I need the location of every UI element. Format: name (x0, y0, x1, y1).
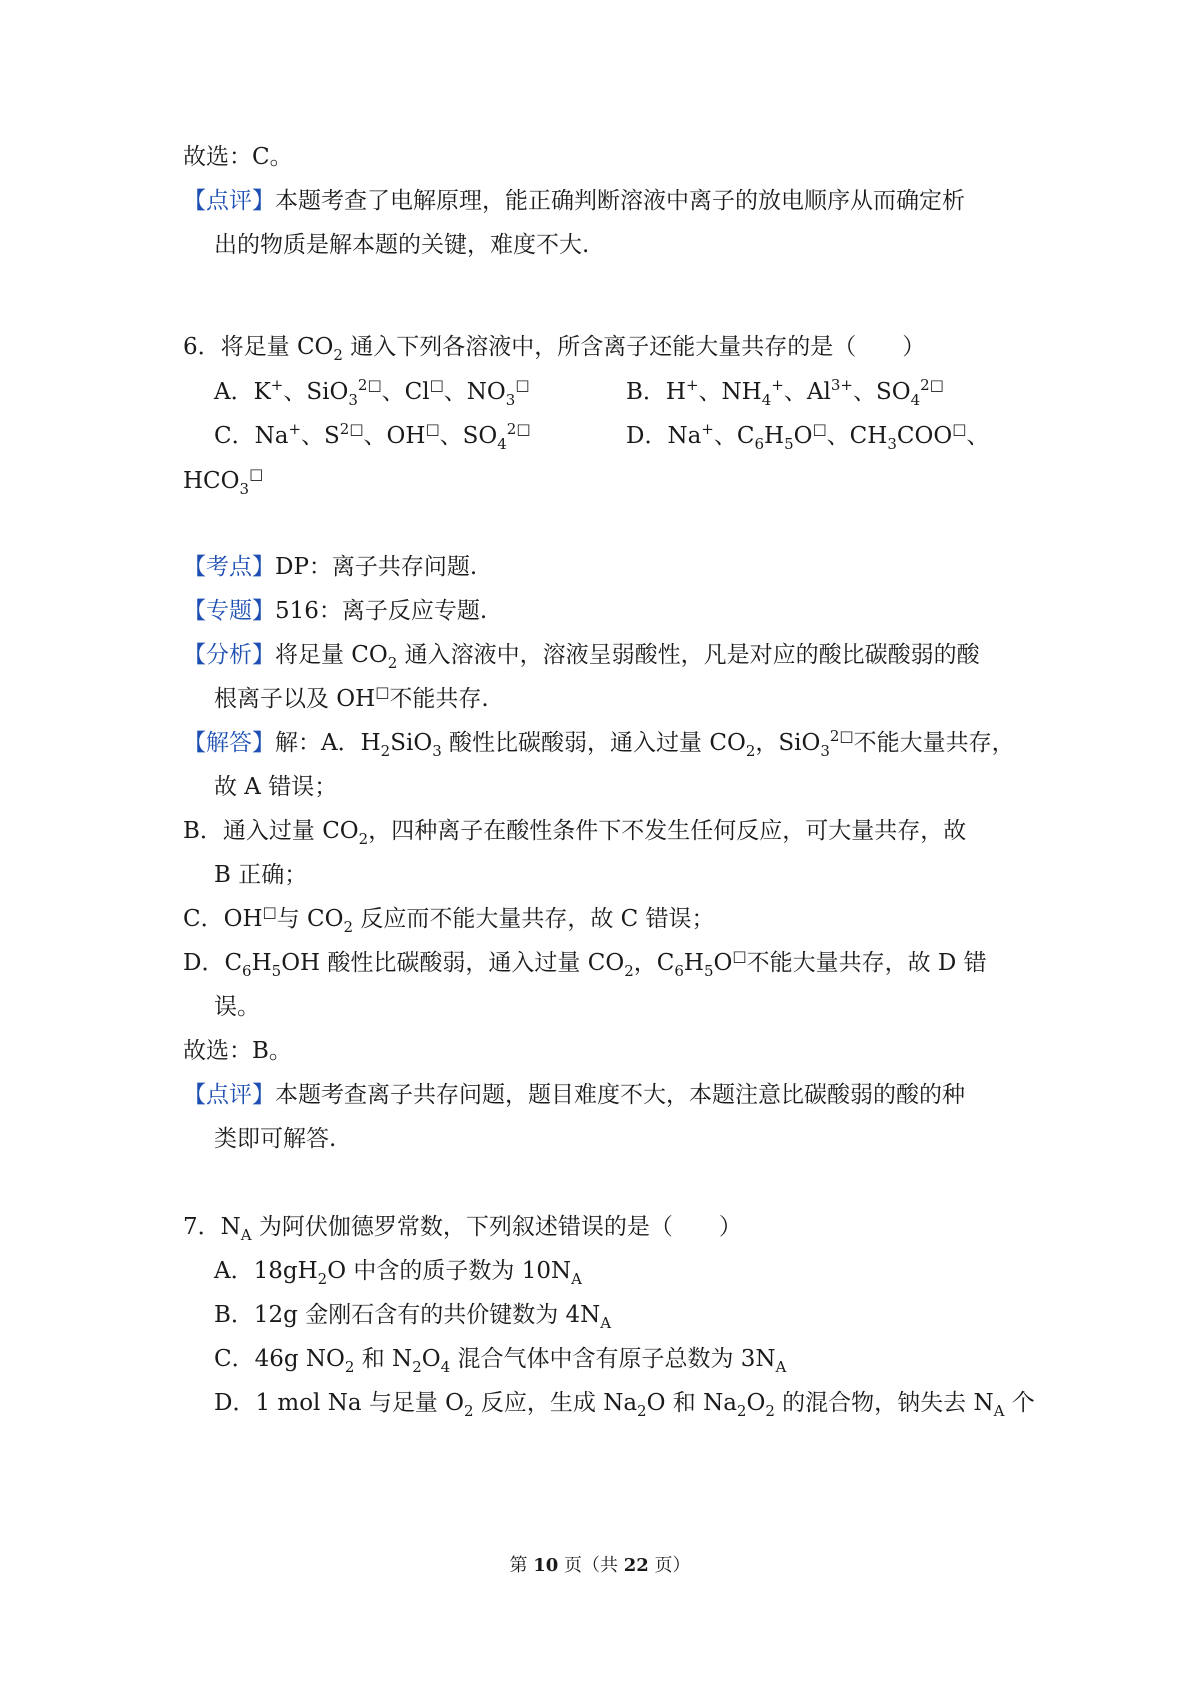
zhuanti-tag: 【专题】 (183, 598, 275, 624)
kaodian-line: 【考点】DP：离子共存问题. (183, 554, 478, 580)
page-footer: 第 10 页（共 22 页） (509, 1555, 691, 1576)
q6-option-c: C．Na+、$S^{2□}$、OH□、$SO_4^{2□}$ (214, 420, 531, 453)
q7-option-c: C．46g $NO_2$ 和 $N_2O_4$ 混合气体中含有原子总数为 $3N_A$ (214, 1346, 787, 1376)
page-number: 10 (533, 1555, 559, 1576)
q6-option-b: B．H+、$NH_4^+$、$Al^{3+}$、$SO_4^{2□}$ (626, 376, 944, 409)
jieda-line2: 故 A 错误； (214, 774, 338, 800)
q6-review-line2: 类即可解答. (214, 1126, 337, 1152)
jieda-tag: 【解答】 (183, 730, 275, 756)
q7-option-b: B．12g 金刚石含有的共价键数为 $4N_A$ (214, 1302, 612, 1332)
q6-option-d-cont: $HCO_3^□$ (183, 465, 264, 498)
solution-b-line2: B 正确； (214, 862, 308, 888)
solution-c-line: C．OH□与 $CO_2$ 反应而不能大量共存，故 C 错误； (183, 903, 715, 936)
prev-review-line2: 出的物质是解本题的关键，难度不大. (214, 232, 590, 258)
zhuanti-line: 【专题】516：离子反应专题. (183, 598, 488, 624)
q7-option-d: D．1 mol Na 与足量 $O_2$ 反应，生成 $Na_2O$ 和 $Na_2O_2$ 的混合物，钠失去 $N_A$ 个 (214, 1390, 1035, 1420)
q6-answer: 故选：B。 (183, 1038, 292, 1064)
fenxi-line2: 根离子以及 OH□不能共存. (214, 683, 489, 712)
fenxi-tag: 【分析】 (183, 642, 275, 668)
q6-option-a: A．K+、SiO$_3^{2□}$、Cl□、$NO_3^□$ (214, 376, 530, 409)
q6-review-line1: 【点评】本题考查离子共存问题，题目难度不大，本题注意比碳酸弱的酸的种 (183, 1082, 965, 1108)
page-total: 22 (623, 1555, 649, 1576)
q6-option-d: D．Na+、$C_6H_5O^□$、$CH_3COO^□$、 (626, 420, 990, 453)
jieda-line1: 【解答】解：A．$H_2SiO_3$ 酸性比碳酸弱，通入过量 $CO_2$，SiO$_3^{2□}$不能大量共存， (183, 727, 1015, 760)
fenxi-line1: 【分析】将足量 $CO_2$ 通入溶液中，溶液呈弱酸性，凡是对应的酸比碳酸弱的酸 (183, 642, 980, 672)
solution-b-line1: B．通入过量 $CO_2$，四种离子在酸性条件下不发生任何反应，可大量共存，故 (183, 818, 967, 848)
prev-answer: 故选：C。 (183, 144, 293, 170)
prev-review-line1: 【点评】本题考查了电解原理，能正确判断溶液中离子的放电顺序从而确定析 (183, 188, 965, 214)
review-tag: 【点评】 (183, 188, 275, 214)
q6-stem: 6．将足量 $CO_2$ 通入下列各溶液中，所含离子还能大量共存的是（ ） (183, 334, 926, 364)
kaodian-tag: 【考点】 (183, 554, 275, 580)
solution-d-line2: 误。 (214, 994, 260, 1020)
review-tag: 【点评】 (183, 1082, 275, 1108)
solution-d-line1: D．$C_6H_5OH$ 酸性比碳酸弱，通入过量 $CO_2$，$C_6H_5O^□$不能大量共存，故 D 错 (183, 947, 987, 980)
q7-stem: 7．$N_A$ 为阿伏伽德罗常数，下列叙述错误的是（ ） (183, 1214, 742, 1244)
q7-option-a: A．$18gH_2O$ 中含的质子数为 $10N_A$ (214, 1258, 582, 1288)
